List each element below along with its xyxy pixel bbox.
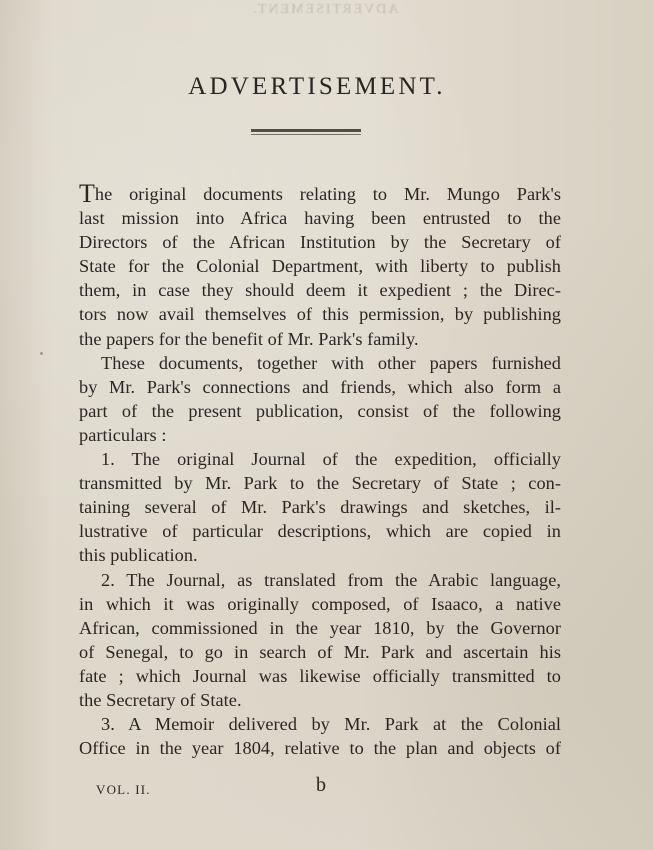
p1-line-1-text: he original documents relating to Mr. Mungo Park's: [94, 184, 561, 204]
p2-line-4: particulars :: [79, 424, 167, 445]
item3-line-1: 3. A Memoir delivered by Mr. Park at the Colonial: [101, 714, 561, 735]
p1-line-1: [79, 179, 561, 208]
p2-line-1: These documents, together with other papers furnished: [101, 352, 561, 373]
item1-line-5: this publication.: [79, 545, 198, 566]
page-footer: [0, 774, 653, 804]
volume-label: VOL. II.: [96, 782, 151, 797]
item2-line-3: African, commissioned in the year 1810, by the Governor: [79, 617, 561, 638]
body-text: [79, 179, 561, 760]
page-title: ADVERTISEMENT.: [188, 73, 446, 100]
item2-line-1: 2. The Journal, as translated from the Arabic language,: [101, 569, 561, 590]
item2-line-5: fate ; which Journal was likewise officially transmitted to: [79, 665, 561, 686]
item2-line-2: in which it was originally composed, of Isaaco, a native: [79, 593, 561, 614]
p2-line-3: part of the present publication, consist of the following: [79, 400, 561, 421]
bleed-through-text: ADVERTISEMENT.: [251, 2, 399, 17]
p1-line-6: tors now avail themselves of this permission, by publishing: [79, 304, 561, 325]
item3-line-2: Office in the year 1804, relative to the plan and objects of: [79, 738, 561, 759]
dropcap: T: [79, 179, 95, 208]
item1-line-2: transmitted by Mr. Park to the Secretary of State ; con-: [79, 473, 561, 494]
p2-line-2: by Mr. Park's connections and friends, which also form a: [79, 376, 561, 397]
p1-line-4: State for the Colonial Department, with liberty to publish: [79, 256, 561, 277]
title-rule-thin: [251, 134, 361, 135]
item1-line-3: taining several of Mr. Park's drawings and sketches, il-: [79, 497, 561, 518]
item1-line-1: 1. The original Journal of the expedition, officially: [101, 449, 561, 470]
title-rule: [251, 129, 361, 137]
title-rule-thick: [251, 129, 361, 132]
p1-line-5: them, in case they should deem it expedient ; the Direc-: [79, 280, 561, 301]
p1-line-3: Directors of the African Institution by the Secretary of: [79, 232, 561, 253]
item2-line-4: of Senegal, to go in search of Mr. Park and ascertain his: [79, 641, 561, 662]
p1-line-2: last mission into Africa having been entrusted to the: [79, 208, 561, 229]
p1-line-7: the papers for the benefit of Mr. Park's family.: [79, 328, 419, 349]
paper-speck: [40, 352, 43, 355]
signature-mark: b: [316, 774, 326, 796]
item2-line-6: the Secretary of State.: [79, 689, 242, 710]
item1-line-4: lustrative of particular descriptions, which are copied in: [79, 521, 561, 542]
